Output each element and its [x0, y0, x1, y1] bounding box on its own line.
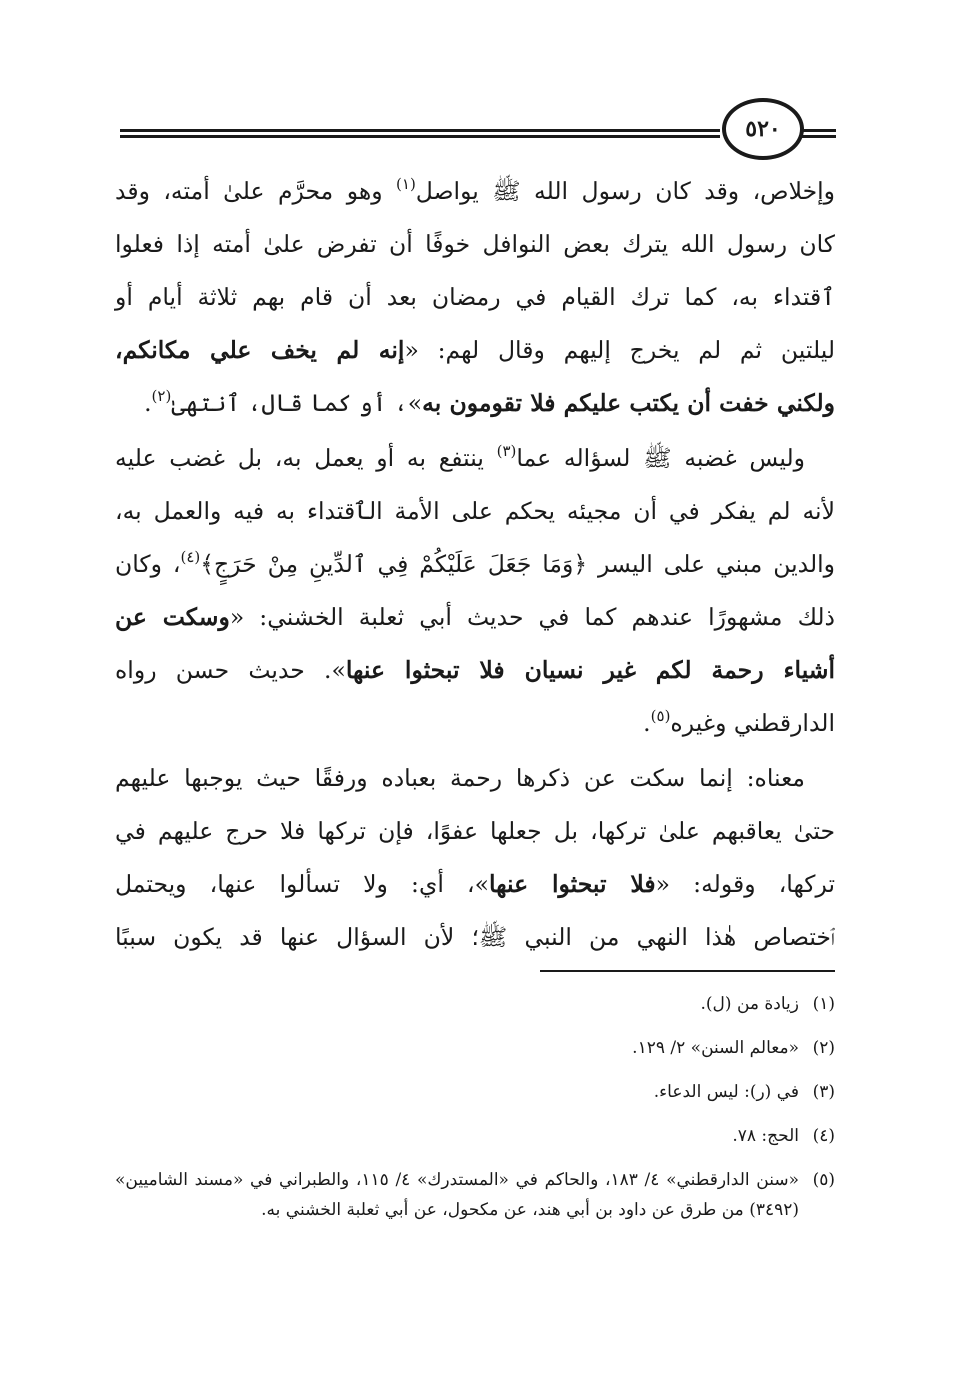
text-line — [115, 858, 835, 911]
footnote-separator — [540, 970, 835, 972]
footnote-item — [115, 1077, 835, 1107]
footnote-item — [115, 1033, 835, 1063]
footnote-item — [115, 1121, 835, 1151]
text-run: ». حديث حسن رواه — [115, 656, 346, 684]
header-rule — [802, 135, 836, 138]
footnote-ref: (٢) — [151, 387, 172, 405]
text-run: حتىٰ يعاقبهم علىٰ تركها، بل جعلها عفوًا، فإن تركها فلا حرج عليهم في — [115, 817, 835, 845]
text-run: وهو محرَّم علىٰ أمته، وقد — [115, 177, 397, 205]
text-line — [115, 644, 835, 697]
text-line — [115, 324, 835, 377]
hadith-quote: فلا تبحثوا عنها — [489, 870, 656, 898]
text-line — [115, 805, 835, 858]
text-line — [115, 697, 835, 750]
text-run: وإخلاص، وقد كان رسول الله ﷺ يواصل — [415, 177, 836, 205]
footnote-text: «معالم السنن» ٢/ ١٢٩. — [632, 1038, 799, 1058]
footnote-number: (٥) — [812, 1170, 835, 1190]
footnote-ref: (١) — [396, 175, 416, 193]
footnote-text: زيادة من (ل). — [700, 994, 799, 1014]
hadith-quote: إنه لم يخف علي مكانكم، — [115, 336, 405, 364]
text-run: ٱختصاص هٰذا النهي من النبي ﷺ؛ لأن السؤال عنها قد يكون سببًا — [115, 923, 835, 951]
footnote-item — [115, 1165, 835, 1225]
header-rule — [120, 129, 720, 132]
footnote-number: (١) — [812, 994, 835, 1014]
text-line — [115, 377, 835, 430]
text-line — [115, 591, 835, 644]
text-line — [115, 752, 835, 805]
text-line — [115, 165, 835, 218]
hadith-quote: وسكت عن — [115, 603, 230, 631]
text-run: . — [144, 389, 152, 417]
text-run: ليلتين ثم لم يخرج إليهم وقال لهم: « — [404, 336, 835, 364]
footnote-item — [115, 989, 835, 1019]
footnote-text: الحج: ٧٨. — [732, 1126, 799, 1146]
footnote-number: (٣) — [812, 1082, 835, 1102]
text-run: معناه: إنما سكت عن ذكرها رحمة بعباده ورفقًا حيث يوجبها عليهم — [115, 764, 805, 792]
footnote-ref: (٤) — [180, 548, 201, 566]
text-run: ذلك مشهورًا عندهم كما في حديث أبي ثعلبة الخشني: « — [229, 603, 835, 631]
paragraph-3 — [115, 752, 835, 964]
text-line — [115, 911, 835, 964]
footnote-ref: (٣) — [496, 442, 517, 460]
text-run: كان رسول الله يترك بعض النوافل خوفًا أن تفرض علىٰ أمته إذا فعلوا — [115, 230, 835, 258]
text-run: »، أو كما قال، ٱنتهىٰ — [171, 389, 423, 417]
text-run: ، وكان — [115, 550, 181, 578]
text-run: ٱقتداء به، كما ترك القيام في رمضان بعد أن قام بهم ثلاثة أيام أو — [115, 283, 835, 311]
text-line — [115, 485, 835, 538]
footnote-ref: (٥) — [650, 707, 671, 725]
hadith-quote: ولكني خفت أن يكتب عليكم فلا تقومون به — [422, 389, 835, 417]
text-run: . — [643, 709, 651, 737]
text-line — [115, 271, 835, 324]
text-line — [115, 432, 835, 485]
footnote-number: (٢) — [812, 1038, 835, 1058]
quran-verse: والدين مبني على اليسر ﴿وَمَا جَعَلَ عَلَيْكُمْ فِي ٱلدِّينِ مِنْ حَرَجٍ﴾ — [200, 550, 836, 578]
text-run: وليس غضبه ﷺ لسؤاله عما — [516, 444, 805, 472]
text-run: لأنه لم يفكر في أن مجيئه يحكم على الأمة الٱقتداء به فيه والعمل به، — [115, 497, 835, 525]
paragraph-1 — [115, 165, 835, 430]
header-rule — [802, 129, 836, 132]
page-number-badge — [722, 98, 804, 160]
text-run: الدارقطني وغيره — [670, 709, 835, 737]
text-run: ينتفع به أو يعمل به، بل غضب عليه — [115, 444, 497, 472]
footnote-text: في (ر): ليس الدعاء. — [653, 1082, 799, 1102]
text-line — [115, 538, 835, 591]
hadith-quote: أشياء رحمة لكم غير نسيان فلا تبحثوا عنها — [345, 656, 835, 684]
page-number: ٥٢٠ — [745, 116, 781, 142]
footnotes — [115, 975, 835, 1225]
footnote-text: «سنن الدارقطني» ٤/ ١٨٣، والحاكم في «المستدرك» ٤/ ١١٥، والطبراني في «مسند الشاميين» (٣٤٩٢) من طرق عن داود بن أبي هند، عن مكحول، عن أبي ثعلبة الخشني به. — [115, 1170, 799, 1220]
text-run: »، أي: ولا تسألوا عنها، ويحتمل — [115, 870, 489, 898]
header-rule — [120, 135, 720, 138]
text-run: تركها، وقوله: « — [655, 870, 835, 898]
paragraph-2 — [115, 432, 835, 750]
footnote-number: (٤) — [812, 1126, 835, 1146]
text-line — [115, 218, 835, 271]
